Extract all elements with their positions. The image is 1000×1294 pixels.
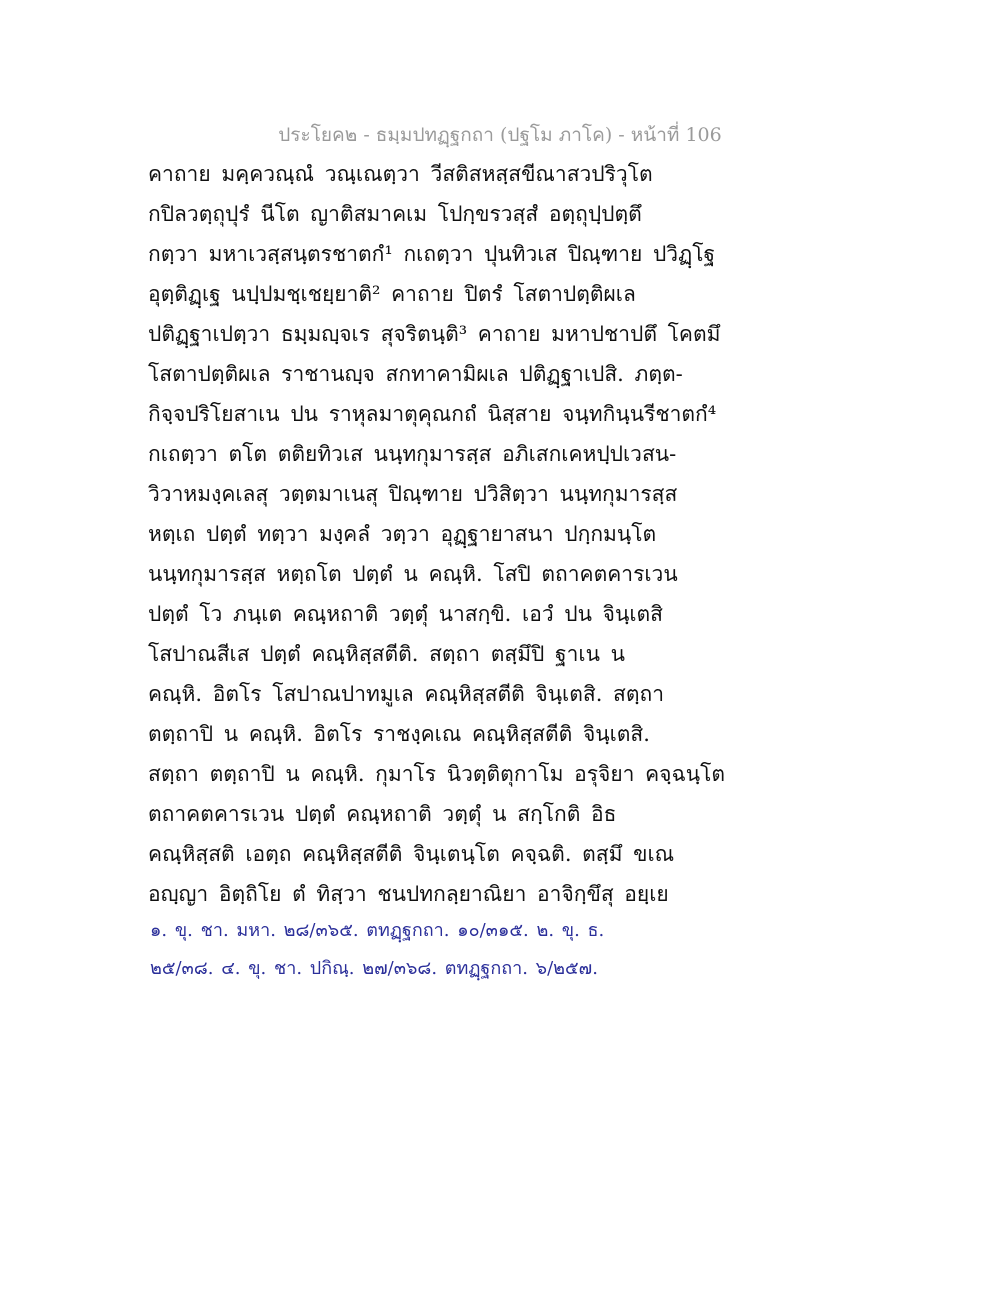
body-text: [148, 154, 868, 914]
text-line: คาถาย มคฺควณฺณํ วณฺเณตฺวา วีสติสหสฺสขีณาสวปริวุโต: [148, 162, 653, 186]
text-line: ตถาคตคารเวน ปตฺตํ คณฺหถาติ วตฺตุํ น สกฺโกติ อิธ: [148, 802, 617, 826]
text-line: คณฺหิ. อิตโร โสปาณปาทมูเล คณฺหิสฺสตีติ จินฺเตสิ. สตฺถา: [148, 682, 665, 706]
text-line: หตฺเถ ปตฺตํ ทตฺวา มงฺคลํ วตฺวา อุฏฺฐายาสนา ปกฺกมนฺโต: [148, 522, 657, 546]
text-line: คณฺหิสฺสติ เอตฺถ คณฺหิสฺสตีติ จินฺเตนฺโต คจฺฉติ. ตสฺมึ ขเณ: [148, 842, 675, 866]
text-line: ปตฺตํ โว ภนฺเต คณฺหถาติ วตฺตุํ นาสกฺขิ. เอวํ ปน จินฺเตสิ: [148, 602, 663, 626]
text-line: นนฺทกุมารสฺส หตฺถโต ปตฺตํ น คณฺหิ. โสปิ ตถาคตคารเวน: [148, 562, 678, 586]
text-line: ปติฏฺฐาเปตฺวา ธมฺมญฺจเร สุจริตนฺติ³ คาถาย มหาปชาปตึ โคตมึ: [148, 322, 721, 346]
footnotes: [150, 912, 870, 988]
text-line: กปิลวตฺถุปุรํ นีโต ญาติสมาคเม โปกฺขรวสฺสํ อตฺถุปฺปตฺตึ: [148, 202, 642, 226]
text-line: อญฺญา อิตฺถิโย ตํ ทิสฺวา ชนปทกลฺยาณิยา อาจิกฺขึสุ อยฺเย: [148, 882, 669, 906]
text-line: ตตฺถาปิ น คณฺหิ. อิตโร ราชงฺคเณ คณฺหิสฺสตีติ จินฺเตสิ.: [148, 722, 650, 746]
text-line: โสปาณสีเส ปตฺตํ คณฺหิสฺสตีติ. สตฺถา ตสฺมึปิ ฐาเน น: [148, 642, 625, 666]
text-line: วิวาหมงฺคเลสุ วตฺตมาเนสุ ปิณฺฑาย ปวิสิตฺวา นนฺทกุมารสฺส: [148, 482, 678, 506]
text-line: กเถตฺวา ตโต ตติยทิวเส นนฺทกุมารสฺส อภิเสกเคหปฺปเวสน-: [148, 442, 677, 466]
page-header: ประโยค๒ - ธมฺมปทฏฺฐกถา (ปฐโม ภาโค) - หน้าที่ 106: [278, 124, 722, 146]
footnote-line: ๒๕/๓๘. ๔. ขุ. ชา. ปกิณฺ. ๒๗/๓๖๘. ตทฏฺฐกถา. ๖/๒๕๗.: [150, 958, 598, 979]
text-line: อุตฺติฏฺเฐ นปฺปมชฺเชยฺยาติ² คาถาย ปิตรํ โสตาปตฺติผเล: [148, 282, 636, 306]
footnote-line: ๑. ขุ. ชา. มหา. ๒๘/๓๖๕. ตทฏฺฐกถา. ๑๐/๓๑๕. ๒. ขุ. ธ.: [150, 920, 605, 941]
text-line: กตฺวา มหาเวสฺสนฺตรชาตกํ¹ กเถตฺวา ปุนทิวเส ปิณฺฑาย ปวิฏฺโฐ: [148, 242, 716, 266]
text-line: กิจฺจปริโยสาเน ปน ราหุลมาตุคุณกถํ นิสฺสาย จนฺทกินฺนรีชาตกํ⁴: [148, 402, 717, 426]
text-line: สตฺถา ตตฺถาปิ น คณฺหิ. กุมาโร นิวตฺติตุกาโม อรุจิยา คจฺฉนฺโต: [148, 762, 726, 786]
text-line: โสตาปตฺติผเล ราชานญฺจ สกทาคามิผเล ปติฏฺฐาเปสิ. ภตฺต-: [148, 362, 683, 386]
